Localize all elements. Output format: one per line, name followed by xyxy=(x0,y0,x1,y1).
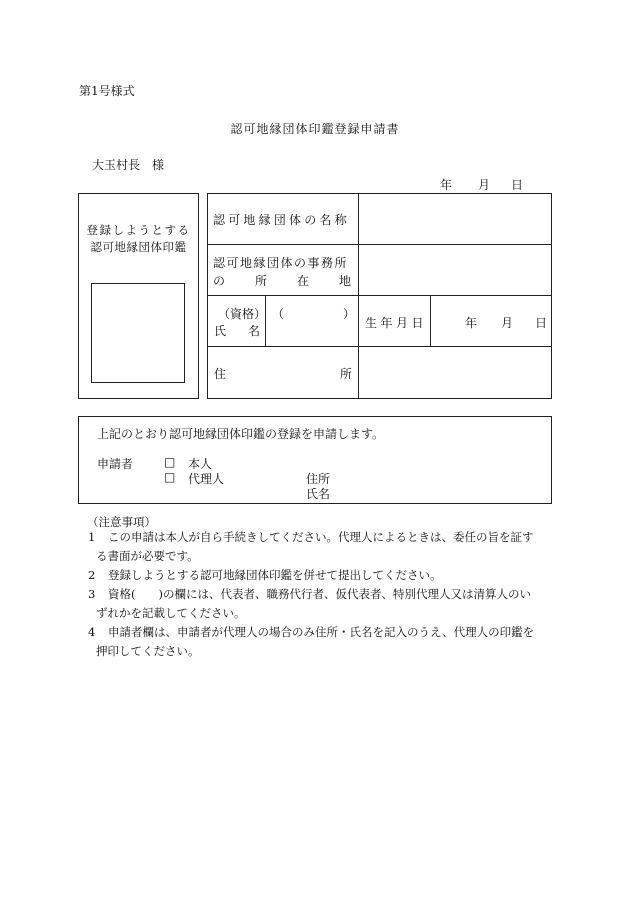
representative-name-field[interactable] xyxy=(270,322,354,342)
table-divider-1 xyxy=(207,244,552,245)
qualification-field[interactable] xyxy=(287,302,341,320)
representative-address-label xyxy=(214,365,352,382)
applicant-name-field[interactable] xyxy=(336,482,541,498)
representative-name-label xyxy=(214,322,260,339)
office-label-line2 xyxy=(213,272,351,289)
paren-close: ） xyxy=(343,307,356,321)
org-name-field[interactable] xyxy=(360,196,550,243)
seal-label-line1: 登録しようとする xyxy=(86,223,191,237)
office-label-char-3: 在 xyxy=(296,274,309,288)
office-label-char-2: 所 xyxy=(254,274,267,288)
paren-open: （ xyxy=(272,307,285,321)
note-item-4 xyxy=(88,623,550,661)
birth-month: 月 xyxy=(501,316,514,330)
birth-day: 日 xyxy=(535,316,548,330)
date-year: 年 xyxy=(440,178,453,192)
page-title: 認可地縁団体印鑑登録申請書 xyxy=(230,122,400,136)
note-item-3 xyxy=(88,585,550,623)
addressee: 大玉村長 様 xyxy=(92,158,165,172)
birth-year: 年 xyxy=(465,316,478,330)
office-address-field[interactable] xyxy=(360,247,550,294)
notes-heading: （注意事項） xyxy=(87,515,156,529)
note-item-1 xyxy=(88,528,550,566)
note-4-number: 4 xyxy=(88,625,96,639)
date-day: 日 xyxy=(511,178,524,192)
applicant-address-field[interactable] xyxy=(336,467,541,483)
date-month: 月 xyxy=(478,178,491,192)
applicant-address-label: 住所 xyxy=(306,472,331,486)
address-label-char-2: 所 xyxy=(339,367,352,381)
note-item-2 xyxy=(88,566,550,585)
representative-address-field[interactable] xyxy=(360,349,550,397)
note-3-line2: ずれかを記載してください。 xyxy=(96,606,246,620)
office-label-char-1: の xyxy=(213,274,226,288)
option-agent-label: 代理人 xyxy=(188,472,225,486)
option-self-label: 本人 xyxy=(188,457,213,471)
qualification-label: （資格） xyxy=(218,307,267,321)
note-3-number: 3 xyxy=(88,587,96,601)
note-4-line1: 申請者欄は、申請者が代理人の場合のみ住所・氏名を記入のうえ、代理人の印鑑を xyxy=(108,625,535,639)
checkbox-self[interactable]: □ xyxy=(164,455,176,469)
seal-section xyxy=(78,193,199,399)
org-name-label: 認可地縁団体の名称 xyxy=(213,213,350,227)
applicant-name-label: 氏名 xyxy=(306,487,331,501)
birth-divider xyxy=(430,295,431,346)
note-2-line1: 登録しようとする認可地縁団体印鑑を併せて提出してください。 xyxy=(108,568,442,582)
office-label-char-4: 地 xyxy=(338,274,351,288)
table-label-divider xyxy=(358,193,359,399)
name-label-char-1: 氏 xyxy=(214,324,227,338)
checkbox-agent[interactable]: □ xyxy=(164,470,176,484)
birth-date-label: 生年月日 xyxy=(365,316,428,330)
table-divider-2 xyxy=(207,295,552,296)
application-statement: 上記のとおり認可地縁団体印鑑の登録を申請します。 xyxy=(97,427,385,441)
address-label-char-1: 住 xyxy=(214,367,227,381)
seal-impression-box[interactable] xyxy=(91,283,185,383)
form-number: 第1号様式 xyxy=(79,84,135,98)
note-3-line1: 資格( )の欄には、代表者、職務代行者、仮代表者、特別代理人又は清算人のい xyxy=(108,587,531,601)
note-4-line2: 押印してください。 xyxy=(96,644,200,658)
table-divider-3 xyxy=(207,346,552,347)
note-1-line2: る書面が必要です。 xyxy=(96,549,199,563)
name-label-char-2: 名 xyxy=(247,324,260,338)
note-1-line1: この申請は本人が自ら手続きしてください。代理人によるときは、委任の旨を証す xyxy=(108,530,534,544)
applicant-label: 申請者 xyxy=(97,457,134,471)
note-1-number: 1 xyxy=(88,530,96,544)
office-label-line1: 認可地縁団体の事務所 xyxy=(213,256,349,270)
seal-label-line2: 認可地縁団体印鑑 xyxy=(90,240,187,254)
note-2-number: 2 xyxy=(88,568,96,582)
